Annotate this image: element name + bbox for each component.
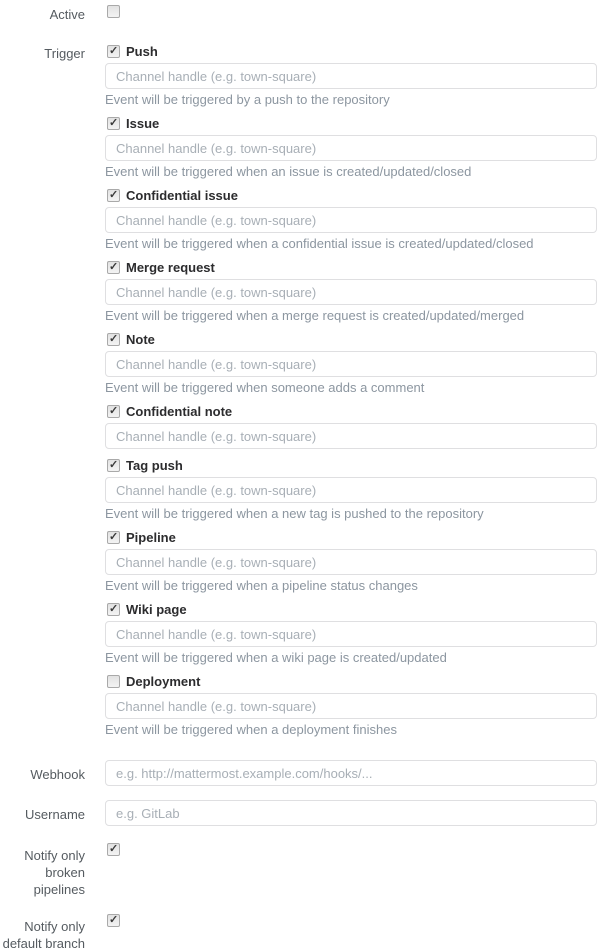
trigger-item-deployment — [105, 674, 597, 737]
confidential-issue-channel-input[interactable] — [105, 207, 597, 233]
confidential-note-checkbox[interactable] — [107, 405, 120, 418]
integration-settings-form — [0, 5, 608, 952]
trigger-label: Trigger — [44, 46, 85, 61]
wiki-page-help-text: Event will be triggered when a wiki page is created/updated — [105, 650, 447, 665]
note-label: Note — [126, 332, 155, 347]
pipeline-channel-input[interactable] — [105, 549, 597, 575]
form-group-active — [0, 5, 608, 22]
issue-checkbox[interactable] — [107, 117, 120, 130]
trigger-item-confidential-note — [105, 404, 597, 449]
wiki-page-channel-input[interactable] — [105, 621, 597, 647]
notify-broken-pipelines-checkbox[interactable] — [107, 843, 120, 856]
push-checkbox[interactable] — [107, 45, 120, 58]
deployment-channel-input[interactable] — [105, 693, 597, 719]
trigger-item-push — [105, 44, 597, 107]
pipeline-label: Pipeline — [126, 530, 176, 545]
note-help-text: Event will be triggered when someone adds a comment — [105, 380, 425, 395]
form-group-username — [0, 800, 608, 826]
trigger-item-confidential-issue — [105, 188, 597, 251]
notify-default-branch-label: Notify only default branch — [2, 919, 85, 951]
deployment-label: Deployment — [126, 674, 201, 689]
wiki-page-label: Wiki page — [126, 602, 187, 617]
form-group-trigger — [0, 44, 608, 746]
tag-push-label: Tag push — [126, 458, 183, 473]
note-channel-input[interactable] — [105, 351, 597, 377]
form-group-webhook — [0, 760, 608, 786]
confidential-issue-help-text: Event will be triggered when a confidential issue is created/updated/closed — [105, 236, 534, 251]
webhook-input[interactable] — [105, 760, 597, 786]
notify-broken-pipelines-label: Notify only broken pipelines — [24, 848, 85, 897]
tag-push-help-text: Event will be triggered when a new tag is pushed to the repository — [105, 506, 484, 521]
push-label: Push — [126, 44, 158, 59]
trigger-item-wiki-page — [105, 602, 597, 665]
trigger-item-issue — [105, 116, 597, 179]
merge-request-checkbox[interactable] — [107, 261, 120, 274]
deployment-help-text: Event will be triggered when a deployment finishes — [105, 722, 397, 737]
note-checkbox[interactable] — [107, 333, 120, 346]
merge-request-label: Merge request — [126, 260, 215, 275]
active-checkbox[interactable] — [107, 5, 120, 18]
username-label: Username — [25, 807, 85, 822]
push-help-text: Event will be triggered by a push to the repository — [105, 92, 390, 107]
issue-channel-input[interactable] — [105, 135, 597, 161]
issue-help-text: Event will be triggered when an issue is created/updated/closed — [105, 164, 472, 179]
confidential-note-channel-input[interactable] — [105, 423, 597, 449]
pipeline-checkbox[interactable] — [107, 531, 120, 544]
issue-label: Issue — [126, 116, 160, 131]
tag-push-channel-input[interactable] — [105, 477, 597, 503]
confidential-note-label: Confidential note — [126, 404, 233, 419]
notify-default-branch-checkbox[interactable] — [107, 914, 120, 927]
wiki-page-checkbox[interactable] — [107, 603, 120, 616]
tag-push-checkbox[interactable] — [107, 459, 120, 472]
trigger-item-tag-push — [105, 458, 597, 521]
merge-request-channel-input[interactable] — [105, 279, 597, 305]
confidential-issue-label: Confidential issue — [126, 188, 238, 203]
confidential-issue-checkbox[interactable] — [107, 189, 120, 202]
form-group-notify-default-branch — [0, 914, 608, 952]
trigger-item-merge-request — [105, 260, 597, 323]
username-input[interactable] — [105, 800, 597, 826]
deployment-checkbox[interactable] — [107, 675, 120, 688]
merge-request-help-text: Event will be triggered when a merge request is created/updated/merged — [105, 308, 525, 323]
push-channel-input[interactable] — [105, 63, 597, 89]
form-group-notify-broken-pipelines — [0, 843, 608, 898]
pipeline-help-text: Event will be triggered when a pipeline status changes — [105, 578, 418, 593]
trigger-item-pipeline — [105, 530, 597, 593]
trigger-item-note — [105, 332, 597, 395]
active-label: Active — [49, 7, 85, 22]
webhook-label: Webhook — [30, 767, 85, 782]
